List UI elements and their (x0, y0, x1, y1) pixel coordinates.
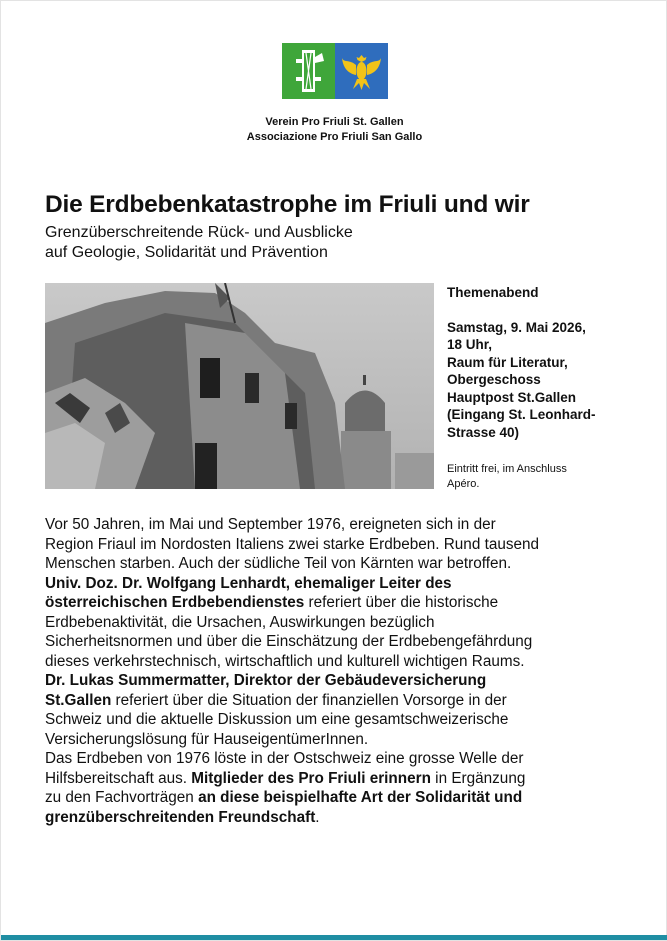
event-date: Samstag, 9. Mai 2026, (447, 319, 586, 335)
event-place: Obergeschoss (447, 372, 541, 387)
body-line (45, 593, 645, 613)
body-line: Menschen starben. Auch der südliche Teil von Kärnten war betroffen. (45, 555, 512, 572)
event-label: Themenabend (447, 285, 539, 300)
body-text-span: referiert über die Situation der finanziellen Vorsorge in der (111, 691, 507, 709)
bottom-accent-bar (1, 935, 667, 940)
entry-note (447, 462, 567, 492)
event-details (447, 284, 637, 441)
body-line: Schweiz und die aktuelle Diskussion um eine gesamtschweizerische (45, 711, 509, 728)
speaker-affiliation: österreichischen Erdbebendienstes (45, 594, 305, 611)
body-line (45, 671, 645, 691)
body-line: Versicherungslösung für HauseigentümerInnen. (45, 730, 369, 748)
body-line: Das Erdbeben von 1976 löste in der Ostschweiz eine grosse Welle der (45, 750, 524, 767)
subtitle-line: auf Geologie, Solidarität und Prävention (45, 244, 328, 261)
page-title: Die Erdbebenkatastrophe im Friuli und wir (45, 191, 530, 218)
body-line: Vor 50 Jahren, im Mai und September 1976, ereigneten sich in der (45, 516, 496, 533)
body-line (45, 808, 645, 828)
event-place: Raum für Literatur, (447, 354, 568, 370)
logo-flags (282, 43, 388, 99)
body-bold-span: Mitglieder des Pro Friuli erinnern (191, 769, 431, 787)
body-text-span: zu den Fachvorträgen (45, 789, 199, 806)
event-place: Hauptpost St.Gallen (447, 389, 577, 405)
body-line (45, 691, 645, 711)
speaker-affiliation: St.Gallen (45, 691, 112, 709)
st-gallen-flag-icon (282, 43, 335, 99)
event-time: 18 Uhr, (447, 337, 493, 352)
body-line: Erdbebenaktivität, die Ursachen, Auswirkungen bezüglich (45, 613, 435, 631)
body-line: Region Friaul im Nordosten Italiens zwei starke Erdbeben. Rund tausend (45, 535, 540, 553)
org-name-german: Verein Pro Friuli St. Gallen (265, 116, 404, 128)
body-bold-span: an diese beispielhafte Art der Solidarität und (198, 789, 523, 806)
event-place: Strasse 40) (447, 424, 520, 440)
speaker-name: Univ. Doz. Dr. Wolfgang Lenhardt, ehemaliger Leiter des (45, 574, 452, 592)
subtitle (45, 223, 353, 263)
body-line: Sicherheitsnormen und über die Einschätzung der Erdbebengefährdung (45, 633, 533, 650)
entry-note-line: Eintritt frei, im Anschluss (447, 463, 567, 475)
friuli-eagle-flag-icon (335, 43, 388, 99)
speaker-name: Dr. Lukas Summermatter, Direktor der Gebäudeversicherung (45, 672, 487, 689)
body-line (45, 788, 645, 808)
body-text-span: in Ergänzung (430, 769, 526, 787)
body-bold-span: grenzüberschreitenden Freundschaft (45, 808, 316, 826)
body-text-span: Hilfsbereitschaft aus. (45, 769, 192, 787)
event-place: (Eingang St. Leonhard- (447, 407, 596, 422)
body-text (45, 515, 645, 827)
earthquake-ruins-photo (45, 283, 434, 489)
body-line (45, 769, 645, 789)
body-text-span: . (315, 808, 320, 826)
body-line: dieses verkehrstechnisch, wirtschaftlich und kulturell wichtigen Raums. (45, 652, 525, 670)
body-line (45, 574, 645, 594)
organization-names (1, 115, 667, 145)
subtitle-line: Grenzüberschreitende Rück- und Ausblicke (45, 224, 353, 241)
body-text-span: referiert über die historische (304, 594, 499, 611)
ruins-photo-image (45, 283, 434, 489)
org-name-italian: Associazione Pro Friuli San Gallo (246, 131, 423, 143)
entry-note-line: Apéro. (447, 478, 480, 490)
